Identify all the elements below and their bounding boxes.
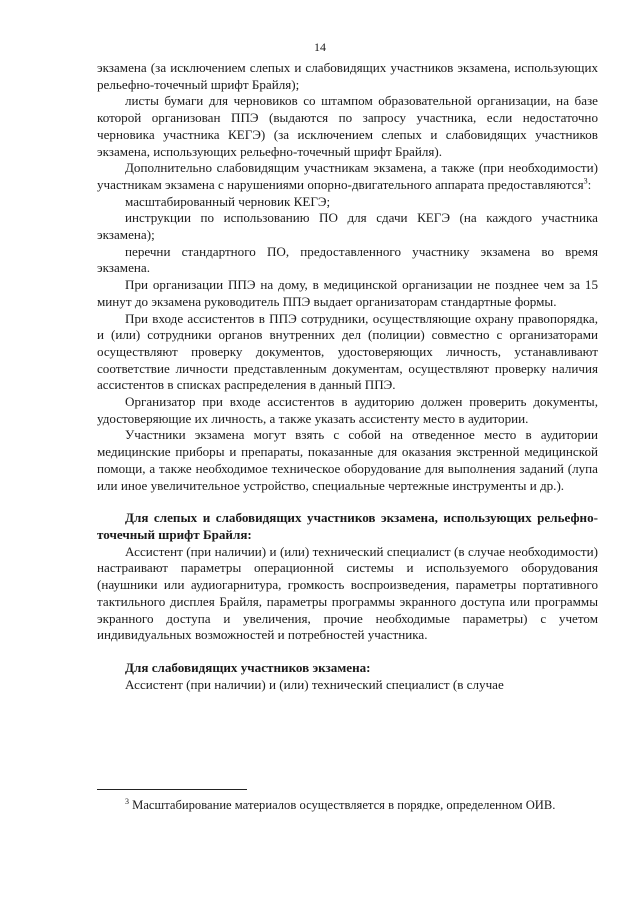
paragraph-3: масштабированный черновик КЕГЭ; — [125, 193, 331, 209]
paragraph-2 — [97, 160, 598, 193]
paragraph-4: инструкции по использованию ПО для сдачи КЕГЭ (на каждого участника экзамена); — [97, 210, 598, 243]
paragraph-13: Ассистент (при наличии) и (или) технический специалист (в случае — [125, 676, 504, 692]
footnote-separator — [97, 789, 247, 790]
paragraph-7: При входе ассистентов в ППЭ сотрудники, осуществляющие охрану правопорядка, и (или) сотрудники органов внутренних дел (полиции) совместно с организаторами осуществляют проверку документов, удостоверяющих личность, устанавливают соответствие личности представленным документам, осуществляют проверку наличия ассистентов в списках распределения в данный ППЭ. — [97, 310, 598, 393]
footnote-marker: 3 — [125, 796, 129, 806]
footnote-text: Масштабирование материалов осуществляется в порядке, определенном ОИВ. — [129, 798, 556, 812]
spacer — [97, 494, 598, 510]
spacer — [97, 644, 598, 660]
paragraph-2-colon: : — [587, 176, 592, 192]
document-body — [97, 60, 598, 693]
section-heading-low-vision: Для слабовидящих участников экзамена: — [125, 659, 371, 675]
footnote-reference: 3 — [583, 176, 588, 186]
footnote — [97, 797, 598, 813]
paragraph-0: экзамена (за исключением слепых и слабовидящих участников экзамена, использующих рельефно-точечный шрифт Брайля); — [97, 60, 598, 92]
paragraph-2-text: Дополнительно слабовидящим участникам экзамена, а также (при необходимости) участникам экзамена с нарушениями опорно-двигательного аппарата предоставляются — [97, 160, 598, 192]
page-number: 14 — [314, 40, 326, 54]
paragraph-11: Ассистент (при наличии) и (или) технический специалист (в случае необходимости) настраивают параметры операционной системы и используемого оборудования (наушники или аудиогарнитура, громкость воспроизведения, параметры портативного тактильного дисплея Брайля, параметры программы экранного доступа или программы экранного доступа и увеличения, прочие необходимые параметры) с учетом индивидуальных возможностей и потребностей участника. — [97, 543, 598, 643]
paragraph-8: Организатор при входе ассистентов в аудиторию должен проверить документы, удостоверяющие их личность, а также указать ассистенту место в аудитории. — [97, 394, 598, 426]
paragraph-9: Участники экзамена могут взять с собой на отведенное место в аудитории медицинские приборы и препараты, показанные для оказания экстренной медицинской помощи, а также необходимое техническое оборудование для выполнения заданий (лупа или иное увеличительное устройство, специальные чертежные инструменты и др.). — [97, 427, 598, 493]
paragraph-6: При организации ППЭ на дому, в медицинской организации не позднее чем за 15 минут до экзамена руководитель ППЭ выдает организаторам стандартные формы. — [97, 277, 598, 309]
section-heading-braille: Для слепых и слабовидящих участников экзамена, использующих рельефно-точечный шрифт Брайля: — [97, 510, 598, 542]
paragraph-5: перечни стандартного ПО, предоставленного участнику экзамена во время экзамена. — [97, 243, 598, 276]
paragraph-1: листы бумаги для черновиков со штампом образовательной организации, на базе которой организован ППЭ (выдаются по запросу участника, если недостаточно черновика участника КЕГЭ) (за исключением слепых и слабовидящих участников экзамена, использующих рельефно-точечный шрифт Брайля). — [97, 93, 598, 159]
